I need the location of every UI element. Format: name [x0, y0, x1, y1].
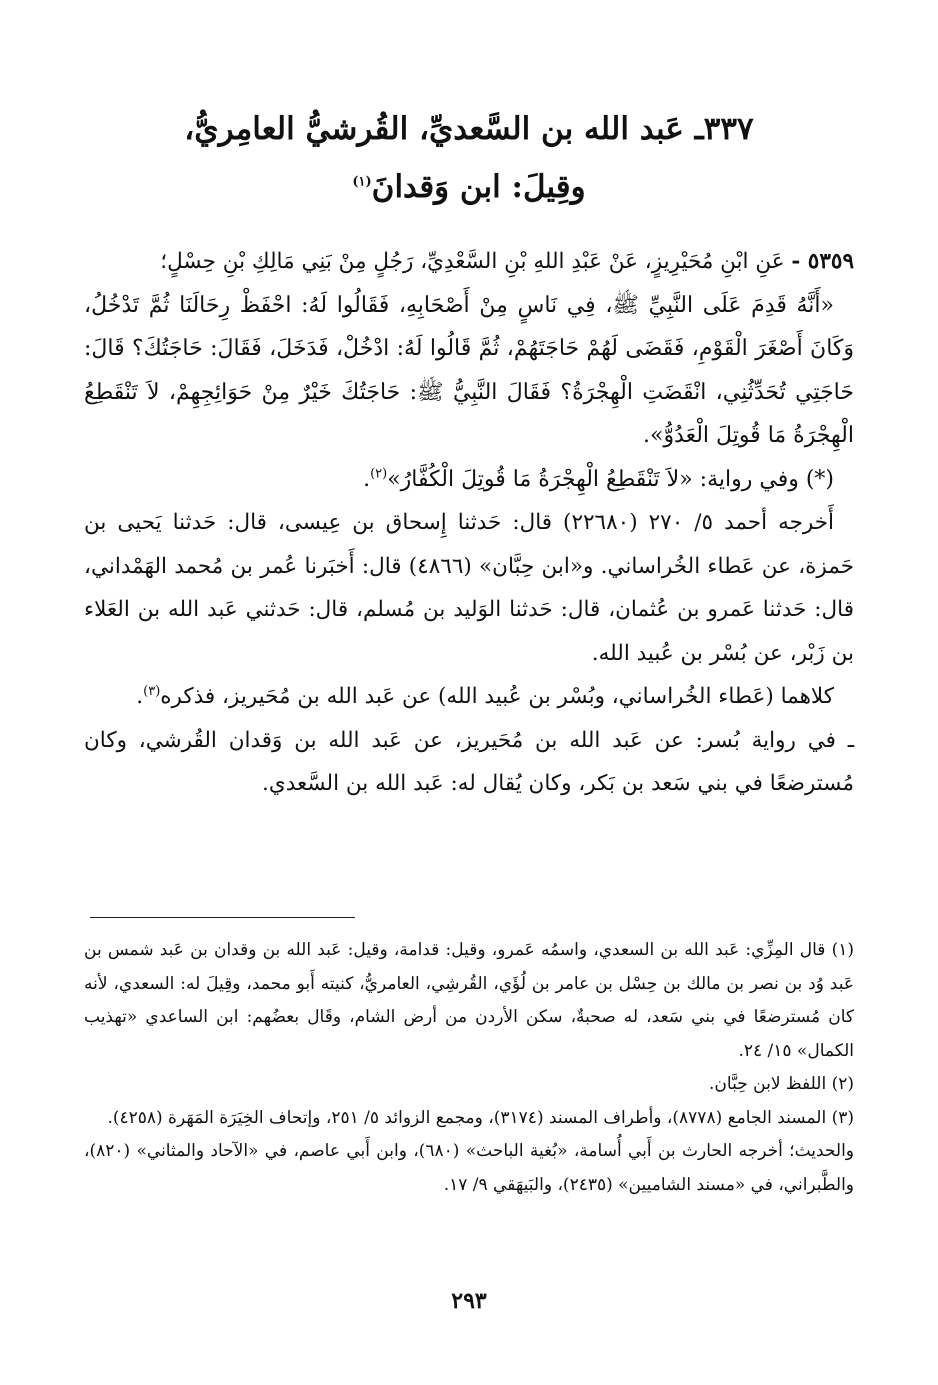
takhrij-paragraph-2-text: كلاهما (عَطاء الخُراساني، وبُسْر بن عُبيد الله) عن عَبد الله بن مُحَيريز، فذكره	[160, 684, 834, 709]
takhrij-paragraph-2: كلاهما (عَطاء الخُراساني، وبُسْر بن عُبيد الله) عن عَبد الله بن مُحَيريز، فذكره$^{(٣)}$.	[136, 683, 834, 709]
hadith-variant-paragraph: (*) وفي رواية: «لاَ تَنْقَطِعُ الْهِجْرَةُ مَا قُوتِلَ الْكُفَّارُ»$^{(٢)}$.	[363, 466, 834, 492]
hadith-text: «أَنَّهُ قَدِمَ عَلَى النَّبِيِّ ﷺ، فِي نَاسٍ مِنْ أَصْحَابِهِ، فَقَالُوا لَهُ: احْفَظْ رِحَالَنَا ثُمَّ تَدْخُلُ، وَكَانَ أَصْغَرَ الْقَوْمِ، فَقَضَى لَهُمْ حَاجَتَهُمْ، ثُمَّ قَالُوا لَهُ: ادْخُلْ، فَدَخَلَ، فَقَالَ: حَاجَتُكَ؟ قَالَ: حَاجَتِي تُحَدِّثُنِي، انْقَضَتِ الْهِجْرَةُ؟ فَقَالَ النَّبِيُّ ﷺ: حَاجَتُكَ خَيْرٌ مِنْ حَوَائِجِهِمْ، لاَ تَنْقَطِعُ الْهِجْرَةُ مَا قُوتِلَ الْعَدُوُّ».	[84, 292, 854, 448]
footnotes	[84, 934, 854, 1202]
footnote-marker-2: (٢)	[370, 466, 388, 482]
heading-line-2-text: وقِيلَ: ابن وَقدانَ	[371, 169, 586, 205]
footnote-3: (٣) المسند الجامع (٨٧٧٨)، وأطراف المسند (٣١٧٤)، ومجمع الزوائد ٥/ ٢٥١، وإتحاف الخِيَرَة المَهَرة (٤٢٥٨).	[107, 1107, 854, 1128]
hadith-intro: عَنِ ابْنِ مُحَيْرِيزٍ، عَنْ عَبْدِ اللهِ بْنِ السَّعْدِيِّ، رَجُلٍ مِنْ بَنِي مَالِكِ بْنِ حِسْلٍ؛	[160, 249, 785, 274]
footnote-1: (١) قال المِزِّي: عَبد الله بن السعدي، واسمُه عَمرو، وقيل: قدامة، وقيل: عَبد الله بن وقدان بن عَبد شمس بن عَبد وُد بن نصر بن مالك بن حِسْل بن عامر بن لُؤَي، القُرشِي، العامريُّ، كنيته أَبو محمد، وقِيلَ له: السعدي، لأنه كان مُسترضعًا في بني سَعد، له صحبةٌ، سكن الأردن من أرض الشام، وقَال بعضُهم: ابن الساعدي «تهذيب الكمال» ١٥/ ٢٤.	[84, 940, 854, 1061]
hadith-number: ٥٣٥٩ -	[791, 249, 854, 274]
takhrij-paragraph-1: أَخرجه أحمد ٥/ ٢٧٠ (٢٢٦٨٠) قال: حَدثنا إِسحاق بن عِيسى، قال: حَدثنا يَحيى بن حَمزة، عن عَطاء الخُراساني. و«ابن حِبَّان» (٤٨٦٦) قال: أَخبَرنا عُمر بن مُحمد الهَمْداني، قال: حَدثنا عَمرو بن عُثمان، قال: حَدثنا الوَليد بن مُسلم، قال: حَدثني عَبد الله بن العَلاء بن زَبْر، عن بُسْر بن عُبيد الله.	[84, 510, 854, 666]
footnote-separator	[90, 917, 355, 918]
main-text	[84, 240, 854, 806]
footnote-marker-1: (١)	[352, 174, 372, 190]
footnote-4: والحديث؛ أخرجه الحارث بن أَبي أُسامة، «بُغية الباحث» (٦٨٠)، وابن أَبي عاصم، في «الآحاد والمثاني» (٨٢٠)، والطَّبراني، في «مسند الشاميين» (٢٤٣٥)، والبَيهَقي ٩/ ١٧.	[84, 1141, 855, 1195]
takhrij-paragraph-3: ـ في رواية بُسر: عن عَبد الله بن مُحَيريز، عن عَبد الله بن وَقدان القُرشي، وكان مُسترضعًا في بني سَعد بن بَكر، وكان يُقال له: عَبد الله بن السَّعدي.	[84, 727, 854, 796]
hadith-variant: (*) وفي رواية: «لاَ تَنْقَطِعُ الْهِجْرَةُ مَا قُوتِلَ الْكُفَّارُ»	[387, 466, 834, 492]
heading-line-1: ٣٣٧ـ عَبد الله بن السَّعديِّ، القُرشيُّ العامِريُّ،	[184, 111, 754, 147]
heading-line-2	[100, 158, 838, 216]
chapter-heading	[100, 100, 838, 216]
page-number: ٢٩٣	[451, 1288, 487, 1314]
footnote-marker-3: (٣)	[143, 683, 161, 699]
hadith-intro-paragraph	[84, 240, 854, 284]
footnote-2: (٢) اللفظ لابن حِبَّان.	[709, 1074, 854, 1094]
